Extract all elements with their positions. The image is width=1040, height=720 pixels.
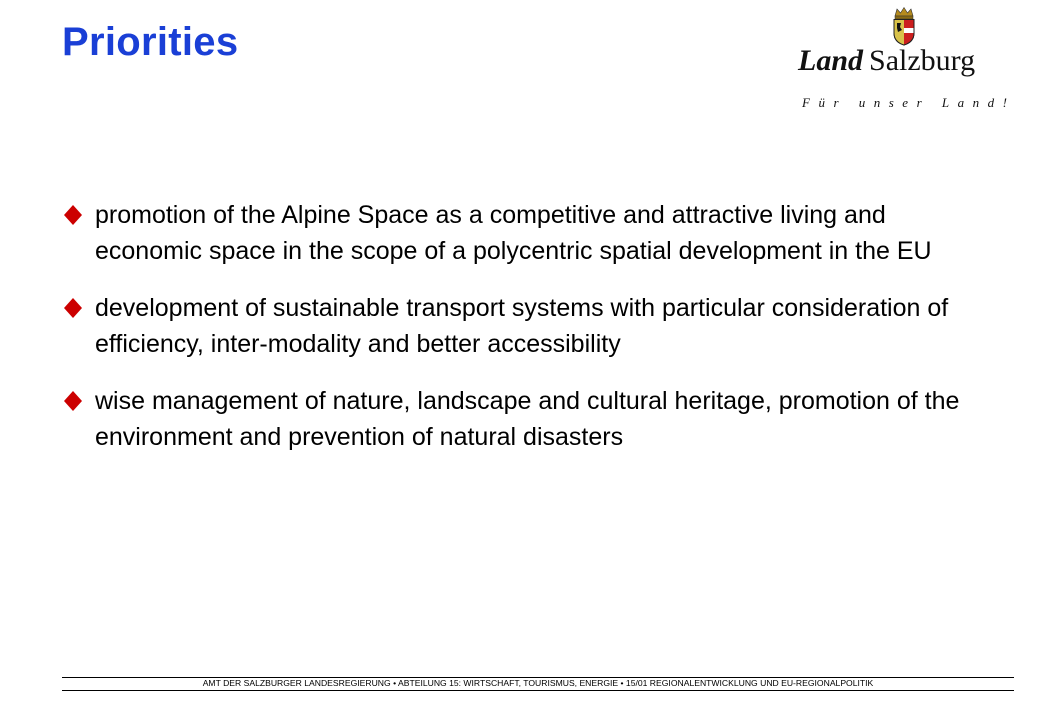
bullet-text: wise management of nature, landscape and cultural heritage, promotion of the environment and prevention of natural disasters — [95, 387, 960, 451]
logo-tagline: Für unser Land! — [802, 95, 1016, 110]
diamond-bullet-icon — [62, 297, 84, 319]
logo-land-text: Land — [798, 44, 864, 77]
page-title: Priorities — [62, 20, 239, 64]
diamond-bullet-icon — [62, 204, 84, 226]
land-salzburg-logo — [790, 6, 1020, 124]
diamond-bullet-icon — [62, 390, 84, 412]
logo-wordmark — [798, 44, 975, 78]
list-item — [62, 383, 962, 455]
footer-divider-bottom — [62, 690, 1014, 691]
list-item — [62, 290, 962, 362]
logo-salzburg-text: Salzburg — [869, 44, 976, 77]
list-item — [62, 197, 962, 269]
bullet-text: promotion of the Alpine Space as a competitive and attractive living and economic space in the scope of a polycentric spatial development in the EU — [95, 201, 932, 265]
coat-of-arms-icon — [891, 6, 917, 46]
priorities-list — [62, 197, 962, 476]
bullet-text: development of sustainable transport systems with particular consideration of efficiency, inter-modality and better accessibility — [95, 294, 949, 358]
footer-text: AMT DER SALZBURGER LANDESREGIERUNG • ABTEILUNG 15: WIRTSCHAFT, TOURISMUS, ENERGIE • 15/01 REGIONALENTWICKLUNG UND EU-REGIONALPOLITIK — [202, 678, 874, 688]
